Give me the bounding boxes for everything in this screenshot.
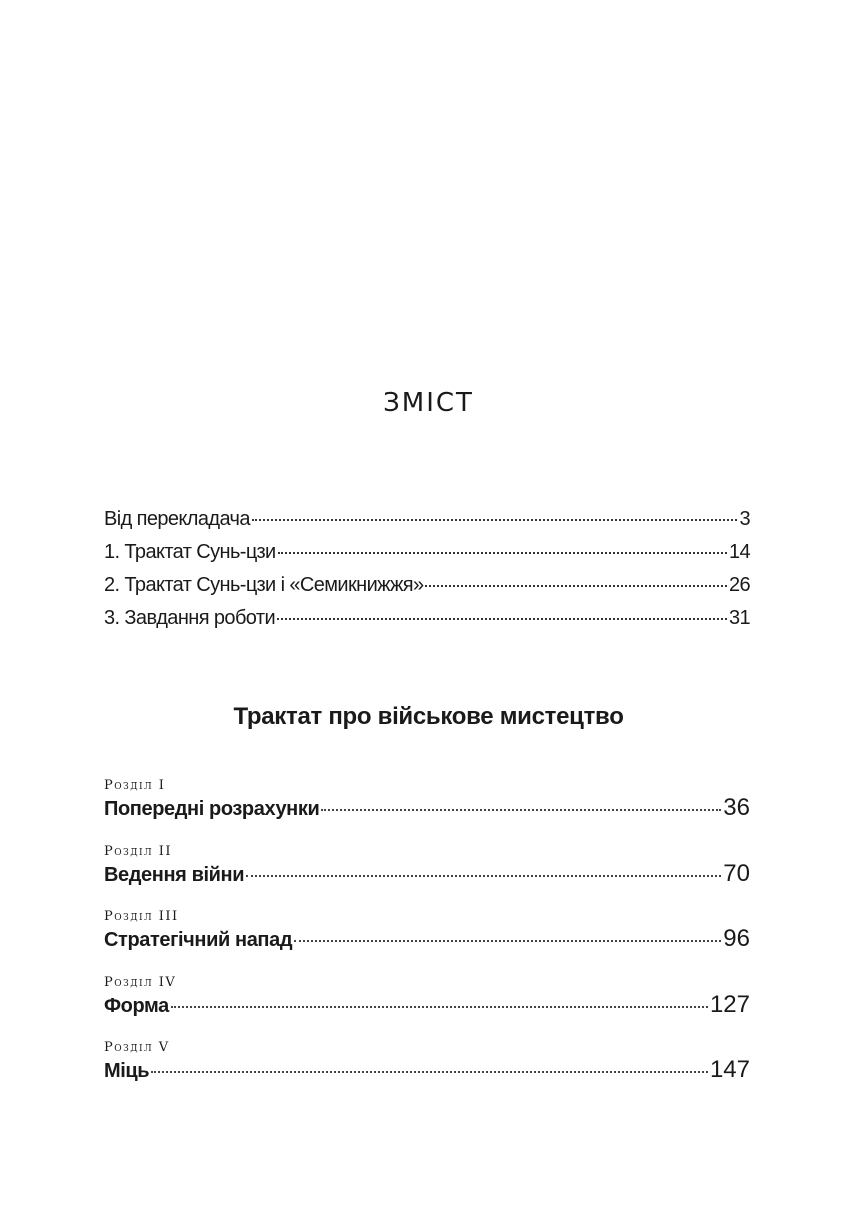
chapter-entry[interactable] — [104, 908, 750, 974]
chapter-number: Розділ III — [104, 909, 179, 924]
toc-entry-page: 3 — [739, 508, 750, 530]
toc-entry-label: 2. Трактат Сунь-цзи і «Семикнижжя» — [104, 574, 424, 596]
chapter-number: Розділ IV — [104, 974, 177, 990]
toc-entry-page: 26 — [728, 574, 750, 596]
dot-leader — [151, 1071, 708, 1073]
chapter-title: Ведення війни — [104, 863, 245, 886]
chapter-list — [104, 777, 750, 1105]
chapter-page: 147 — [709, 1056, 750, 1083]
chapter-page: 96 — [723, 925, 750, 952]
chapter-title: Форма — [104, 994, 169, 1017]
dot-leader — [252, 519, 738, 521]
dot-leader — [278, 552, 727, 554]
dot-leader — [425, 585, 726, 587]
toc-entry-page: 14 — [728, 541, 750, 563]
chapter-entry[interactable] — [104, 974, 750, 1040]
chapter-title: Міць — [104, 1060, 150, 1082]
contents-title: ЗМІСТ — [383, 388, 474, 418]
dot-leader — [277, 618, 727, 620]
toc-entry[interactable] — [104, 541, 750, 574]
chapter-page: 36 — [723, 794, 750, 821]
chapter-number: Розділ V — [104, 1040, 170, 1055]
chapter-number: Розділ II — [104, 843, 173, 859]
toc-entry[interactable] — [104, 574, 750, 607]
chapter-entry[interactable] — [104, 777, 750, 843]
chapter-entry[interactable] — [104, 1039, 750, 1105]
intro-entries-list — [104, 508, 750, 640]
chapter-title: Попередні розрахунки — [104, 798, 320, 820]
chapter-number: Розділ I — [104, 778, 166, 793]
toc-entry-label: Від перекладача — [104, 508, 250, 530]
chapter-page: 70 — [723, 859, 750, 887]
toc-entry-label: 1. Трактат Сунь-цзи — [104, 541, 276, 563]
toc-entry[interactable] — [104, 607, 750, 640]
dot-leader — [246, 875, 721, 877]
dot-leader — [321, 809, 721, 811]
toc-entry-page: 31 — [728, 607, 750, 629]
chapter-entry[interactable] — [104, 843, 750, 909]
toc-entry-label: 3. Завдання роботи — [104, 607, 276, 629]
toc-entry[interactable] — [104, 508, 750, 541]
section-title: Трактат про військове мистецтво — [233, 703, 624, 730]
chapter-title: Стратегічний напад — [104, 929, 293, 951]
dot-leader — [171, 1006, 708, 1008]
chapter-page: 127 — [709, 990, 750, 1018]
dot-leader — [294, 940, 721, 942]
